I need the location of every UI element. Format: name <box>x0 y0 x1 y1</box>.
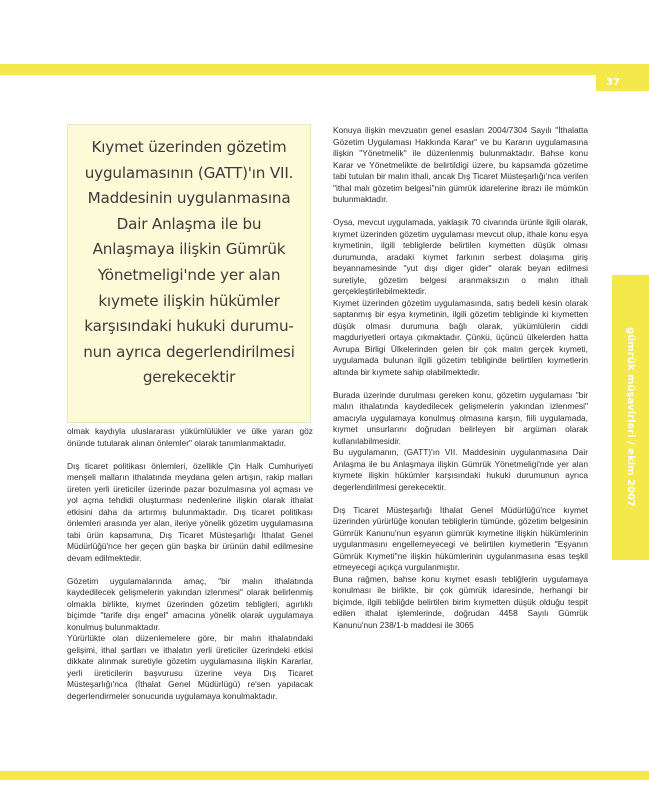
paragraph: Buna rağmen, bahse konu kıymet esaslı tebliğlerin uygulamaya konulması ile birlikte, bir çok gümrük idaresinde, herhangi bir biçimde, ilgili tebliğde belirtilen birim kıymetten düşük olduğu tespit edilen ithalat işlemlerinde, doğrudan 4458 Sayılı Gümrük Kanunu'nun 238/1-b maddesi ile 3065 <box>333 573 588 630</box>
page-number: 37 <box>606 77 620 88</box>
paragraph: Kıymet üzerinden gözetim uygulamasında, satış bedeli kesin olarak saptanmış bir eşya kıymetinin, ilgili gözetim tebliginde ki kıymetten düşük olması durumuna bağlı olarak, yükümlülerin ciddi magduriyetleri ortaya çıkmaktadır. Çünkü, üçüncü ülkelerden hatta Avrupa Birligi Ülkelerinden gelen bir çok malın gerçek kıymeti, uygulamada bulunan ilgili gözetim tebliginde belirtilen kıymetlerin altında bir kıymete sahip olabilmektedir. <box>333 297 588 377</box>
pull-quote-text: Kıymet üzerinden gözetim uygulamasının (GATT)'ın VII. Maddesinin uygulanmasına Dair Anlaşma ile bu Anlaşmaya ilişkin Gümrük Yönetmeligi'nde yer alan kıymete ilişkin hükümler karşısındaki hukuki durumu-nun ayrıca degerlendirilmesi gerekecektir <box>83 138 295 387</box>
left-column <box>67 426 313 702</box>
paragraph: Dış ticaret politikası önlemleri, özellikle Çin Halk Cumhuriyeti menşeli malların ithalatında meydana gelen artışın, rakip malları üreten yerli üreticiler üzerinde pazar bozulmasına yol açması ve yol açma tehdidi oluşturması nedenlerine ilişkin olarak ithalat etkisini daha da artırmış bulunmaktadır. Dış ticaret politikası önlemleri arasında yer alan, ileriye yönelik gözetim uygulamasına tabi ürün kapsamına, Dış Ticaret Müsteşarlığı İthalat Genel Müdürlüğü'nce her geçen gün başka bir ürünün dahil edilmesine devam edilmektedir. <box>67 460 313 563</box>
paragraph: Dış Ticaret Müsteşarlığı İthalat Genel Müdürlüğü'nce kıymet üzerinden yürürlüğe konulan tebliglerin tümünde, gözetim belgesinin Gümrük Kanunu'nun eşyanın gümrük kıymetine ilişkin hükümlerinin uygulanmasını engellemeyecegi ve belirtilen kıymetlerin "Eşyanın Gümrük Kıymeti"ne ilişkin hükümlerinin uygulanmasına esas teşkil etmeyecegi açıkça vurgulanmıştır. <box>333 504 588 572</box>
paragraph: olmak kaydıyla uluslararası yükümlülükler ve ülke yararı göz önünde tutularak alınan önlemler" olarak tanımlanmaktadır. <box>67 426 313 448</box>
paragraph: Konuya ilişkin mevzuatın genel esasları 2004/7304 Sayılı "İthalatta Gözetim Uygulaması Hakkında Karar" ve bu Kararın uygulamasına ilişkin "Yönetmelik" ile düzenlenmiş bulunmaktadır. Bahse konu Karar ve Yönetmelikte de belirtildigi üzere, bu kapsamda gözetime tabi tutulan bir malın ithali, ancak Dış Ticaret Müsteşarlığı'nca verilen "ithal malı gözetim belgesi"nin gümrük idarelerine ibrazı ile mümkün bulunmaktadır. <box>333 125 588 204</box>
right-column <box>333 125 588 631</box>
side-label: gümrük müşavirleri / ekim 2007 <box>625 327 636 507</box>
top-accent-band <box>0 64 649 75</box>
paragraph: Yürürlükte olan düzenlemelere göre, bir malın ithalatındaki gelişimi, ithal şartları ve ithalatın yerli üreticiler üzerindeki etkisi dikkate alınmak suretiyle gözetim uygulamasına ilişkin Kararlar, yerli üreticilerin başvurusu üzerine veya Dış Ticaret Müsteşarlığı'nca (İthalat Genel Müdürlügü) re'sen yapılacak degerlendirmeler sonucunda uygulamaya konulmaktadır. <box>67 633 313 701</box>
pull-quote-box <box>67 124 311 423</box>
bottom-accent-band <box>0 771 649 780</box>
paragraph: Burada üzerinde durulması gereken konu, gözetim uygulaması "bir malın ithalatında kaydedilecek gelişmelerin yakından izlenmesi" amacıyla uygulamaya konulmuş olmasına karşın, fiili uygulamada, kıymet unsurlarını doğrudan belirleyen bir argüman olarak kullanılabilmesidir. <box>333 389 588 446</box>
paragraph: Oysa, mevcut uygulamada, yaklaşık 70 civarında ürünle ilgili olarak, kıymet üzerinden gözetim uygulaması mevcut olup, ithale konu eşya kıymetinin, ilgili tebliglerde belirtilen kıymetten düşük olması durumunda, aradaki kıymet farkının serbest dolaşıma giriş beyannamesinde "yut dışı diger gider" olarak beyan edilmesi suretiyle, gözetim belgesi aranmaksızın o malın ithali gerçekleştirilebilmektedir. <box>333 217 588 296</box>
paragraph: Bu uygulamanın, (GATT)'ın VII. Maddesinin uygulanmasına Dair Anlaşma ile bu Anlaşmaya ilişkin Gümrük Yönetmeligi'nde yer alan kıymete ilişkin hükümler karşısındaki hukuki durumunun ayrıca degerlendirilmesi gerekecektir. <box>333 447 588 492</box>
paragraph: Gözetim uygulamalarında amaç, "bir malın ithalatında kaydedilecek gelişmelerin yakından izlenmesi" olarak belirlenmiş olmakla birlikte, kıymet üzerinden gözetim tebligleri, agırlıklı biçimde "tarife dışı engel" amacına yönelik olarak uygulamaya konulmuş bulunmaktadır. <box>67 575 313 632</box>
